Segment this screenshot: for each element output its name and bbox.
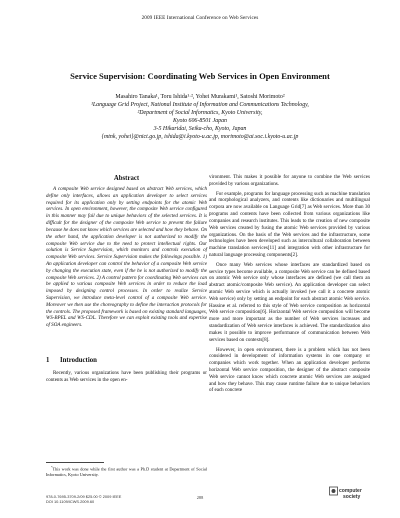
footnote-divider xyxy=(46,462,104,463)
body-paragraph: vironment. This makes it possible for anyone to combine the Web services provided by various organizations. xyxy=(209,174,370,187)
conference-header: 2009 IEEE International Conference on Web Services xyxy=(141,15,259,21)
right-column xyxy=(209,174,370,394)
author-emails: {mtnk, yohei}@nict.go.jp, ishida@i.kyoto-u.ac.jp, morimoto@ai.soc.i.kyoto-u.ac.jp xyxy=(101,134,299,141)
page-number: 288 xyxy=(196,495,204,500)
abstract-heading: Abstract xyxy=(113,175,140,182)
body-paragraph: However, in open environment, there is a problem which has not been considered in development of information systems in one company or companies which work together. When an application developer performs horizontal Web service composition, the designer of the abstract composite Web service cannot know which concrete atomic Web services are assigned and how they behave. This may cause runtime failure due to unique behaviors of each concrete xyxy=(209,346,370,394)
body-paragraph: Once many Web services whose interfaces are standardized based on service types become available, a composite Web service can be defined based on atomic Web service only whose interfaces are defined (we call them an abstract atomic/composite Web service). An application developer can select atomic Web service which is actually invoked (we call it a concrete atomic Web service) only by setting an endpoint for each abstract atomic Web service. Hassine et al. referred to this style of Web service composition as horizontal Web service composition[6]. Horizontal Web service composition will become more and more important as the number of Web services increases and standardization of Web service interfaces is achieved. The standardization also makes it possible to improve performance of communication between Web services based on contexts[8]. xyxy=(209,261,370,343)
intro-paragraph: Recently, various organizations have been publishing their programs or contents as Web services in the open en- xyxy=(46,370,207,383)
section-number: 1 xyxy=(46,357,50,365)
footnote-marker: * xyxy=(51,465,53,469)
affiliation-2: ²Department of Social Informatics, Kyoto University, xyxy=(137,110,263,117)
author-names: Masahiro Tanaka¹, Toru Ishida¹·², Yohei Murakami¹, Satoshi Morimoto² xyxy=(115,94,285,100)
left-column xyxy=(46,175,207,384)
address-2: 3-5 Hikaridai, Seika-cho, Kyoto, Japan xyxy=(153,126,247,133)
section-title: Introduction xyxy=(60,357,97,365)
footnote-text: This work was done while the first author was a Ph.D student at Department of Social Informatics, Kyoto University. xyxy=(46,466,207,478)
paper-title: Service Supervision: Coordinating Web Services in Open Environment xyxy=(70,71,330,81)
affiliation-1: ¹Language Grid Project, National Institute of Information and Communications Technology, xyxy=(91,102,309,109)
address-1: Kyoto 606-8501 Japan xyxy=(173,118,227,125)
footnote xyxy=(46,465,207,478)
section-heading-introduction xyxy=(46,357,207,364)
logo-line-2: society xyxy=(343,494,361,500)
ieee-computer-society-logo xyxy=(329,485,363,501)
author-block xyxy=(0,93,400,142)
logo-line-1: computer xyxy=(339,488,362,494)
body-paragraph: For example, programs for language processing such as machine translation and morphological analyzers, and contents like dictionaries and multilingual corpora are now available on Language Grid[7] as Web services. More than 30 programs and contents have been collected from various organizations like companies and research institutes. This leads to the creation of new composite Web services created by fusing the atomic Web services provided by various organizations. On the basis of the Web services and the infrastructure, some technologies have been developed such as intercultural collaboration between machine translation services[11] and integration with other infrastructure for natural language processing components[2]. xyxy=(209,190,370,258)
abstract-text: A composite Web service designed based on abstract Web services, which define only interfaces, allows an application developer to select services required for its application only by setting endpoints for the atomic Web services. In open environment, however, the composite Web service configured in this manner may fail due to unique behaviors of the selected services. It is difficult for the designer of the composite Web service to prevent the failure because he does not know which services are selected and how they behave. On the other hand, the application developer is not authorized to modify the composite Web service due to the need to protect intellectual rights. Our solution is Service Supervision, which monitors and controls execution of composite Web services. Service Supervision makes the followings possible. 1) An application developer can control the behavior of a composite Web service by changing the execution state, even if the he is not authorized to modify the composite Web services. 2) A control pattern for coordinating Web services can be applied to various composite Web services in order to reduce the load imposed by designing control processes. In order to realize Service Supervision, we introduce meta-level control of a composite Web service. Moreover we then use the choreography to define the interaction protocols for the controls. The proposed framework is based on existing standard languages, WS-BPEL and WS-CDL. Therefore we can exploit existing tools and expertise of SOA engineers. xyxy=(46,186,207,329)
footer-isbn: 978-0-7695-3709-2/09 $25.00 © 2009 IEEE xyxy=(46,494,122,499)
footer-doi: DOI 10.1109/ICWS.2009.60 xyxy=(46,499,95,505)
